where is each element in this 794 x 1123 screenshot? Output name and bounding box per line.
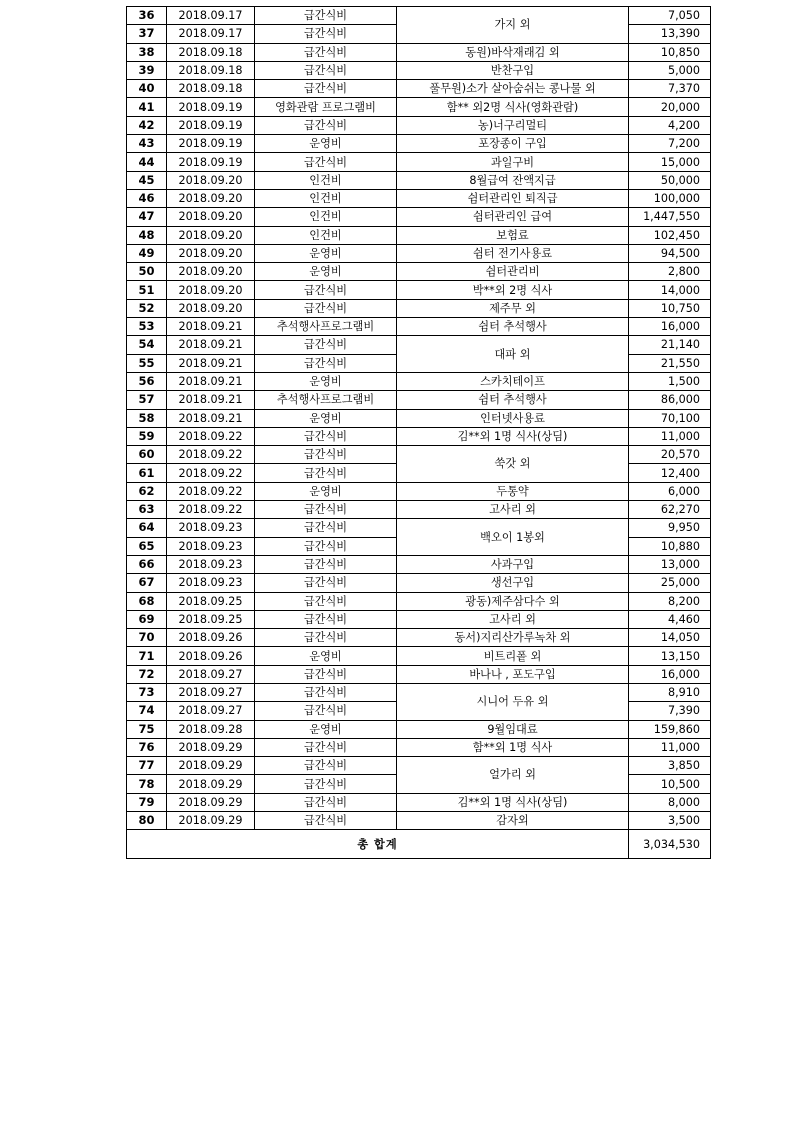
row-description: 보험료 bbox=[397, 226, 629, 244]
table-row bbox=[127, 61, 711, 79]
row-date: 2018.09.20 bbox=[167, 226, 255, 244]
row-category: 급간식비 bbox=[255, 464, 397, 482]
table-row bbox=[127, 720, 711, 738]
row-date: 2018.09.29 bbox=[167, 812, 255, 830]
row-amount: 4,200 bbox=[629, 116, 711, 134]
row-description: 박**외 2명 식사 bbox=[397, 281, 629, 299]
row-amount: 8,910 bbox=[629, 683, 711, 701]
row-number: 57 bbox=[127, 391, 167, 409]
row-category: 급간식비 bbox=[255, 702, 397, 720]
row-category: 운영비 bbox=[255, 263, 397, 281]
row-amount: 8,000 bbox=[629, 793, 711, 811]
row-date: 2018.09.29 bbox=[167, 775, 255, 793]
row-amount: 9,950 bbox=[629, 519, 711, 537]
table-row bbox=[127, 153, 711, 171]
row-category: 급간식비 bbox=[255, 446, 397, 464]
row-amount: 50,000 bbox=[629, 171, 711, 189]
row-description: 바나나 , 포도구입 bbox=[397, 665, 629, 683]
row-amount: 14,050 bbox=[629, 629, 711, 647]
row-category: 급간식비 bbox=[255, 683, 397, 701]
row-date: 2018.09.20 bbox=[167, 281, 255, 299]
row-category: 운영비 bbox=[255, 482, 397, 500]
row-description: 쉼터 전기사용료 bbox=[397, 244, 629, 262]
row-category: 영화관람 프로그램비 bbox=[255, 98, 397, 116]
row-date: 2018.09.26 bbox=[167, 647, 255, 665]
table-row bbox=[127, 116, 711, 134]
row-description: 대파 외 bbox=[397, 336, 629, 373]
row-number: 60 bbox=[127, 446, 167, 464]
row-category: 인건비 bbox=[255, 171, 397, 189]
row-date: 2018.09.25 bbox=[167, 592, 255, 610]
row-number: 54 bbox=[127, 336, 167, 354]
row-category: 운영비 bbox=[255, 720, 397, 738]
row-category: 급간식비 bbox=[255, 427, 397, 445]
total-row bbox=[127, 830, 711, 859]
table-row bbox=[127, 738, 711, 756]
row-description: 시니어 두유 외 bbox=[397, 683, 629, 720]
table-row bbox=[127, 318, 711, 336]
table-row bbox=[127, 647, 711, 665]
row-amount: 86,000 bbox=[629, 391, 711, 409]
row-date: 2018.09.19 bbox=[167, 98, 255, 116]
row-description: 제주무 외 bbox=[397, 299, 629, 317]
row-category: 운영비 bbox=[255, 372, 397, 390]
table-row bbox=[127, 263, 711, 281]
row-date: 2018.09.22 bbox=[167, 501, 255, 519]
row-amount: 70,100 bbox=[629, 409, 711, 427]
row-category: 인건비 bbox=[255, 189, 397, 207]
row-date: 2018.09.25 bbox=[167, 610, 255, 628]
row-date: 2018.09.27 bbox=[167, 702, 255, 720]
row-number: 76 bbox=[127, 738, 167, 756]
row-date: 2018.09.21 bbox=[167, 354, 255, 372]
row-category: 급간식비 bbox=[255, 116, 397, 134]
row-description: 동원)바삭재래김 외 bbox=[397, 43, 629, 61]
row-date: 2018.09.28 bbox=[167, 720, 255, 738]
row-number: 63 bbox=[127, 501, 167, 519]
row-category: 급간식비 bbox=[255, 537, 397, 555]
row-date: 2018.09.19 bbox=[167, 116, 255, 134]
row-amount: 102,450 bbox=[629, 226, 711, 244]
row-category: 급간식비 bbox=[255, 501, 397, 519]
row-description: 쉼터관리인 퇴직급 bbox=[397, 189, 629, 207]
row-date: 2018.09.27 bbox=[167, 665, 255, 683]
row-amount: 7,390 bbox=[629, 702, 711, 720]
row-description: 동서)지리산가루녹차 외 bbox=[397, 629, 629, 647]
row-date: 2018.09.23 bbox=[167, 574, 255, 592]
row-category: 급간식비 bbox=[255, 775, 397, 793]
row-description: 김**외 1명 식사(상딤) bbox=[397, 427, 629, 445]
row-description: 가지 외 bbox=[397, 7, 629, 44]
row-date: 2018.09.21 bbox=[167, 391, 255, 409]
expense-ledger-table bbox=[126, 6, 711, 859]
row-category: 급간식비 bbox=[255, 629, 397, 647]
row-number: 58 bbox=[127, 409, 167, 427]
row-amount: 1,447,550 bbox=[629, 208, 711, 226]
row-amount: 6,000 bbox=[629, 482, 711, 500]
table-row bbox=[127, 135, 711, 153]
row-category: 운영비 bbox=[255, 647, 397, 665]
row-amount: 3,850 bbox=[629, 757, 711, 775]
row-category: 급간식비 bbox=[255, 25, 397, 43]
row-number: 75 bbox=[127, 720, 167, 738]
table-row bbox=[127, 189, 711, 207]
table-row bbox=[127, 226, 711, 244]
table-row bbox=[127, 812, 711, 830]
row-date: 2018.09.23 bbox=[167, 555, 255, 573]
row-date: 2018.09.20 bbox=[167, 208, 255, 226]
row-category: 급간식비 bbox=[255, 80, 397, 98]
row-number: 51 bbox=[127, 281, 167, 299]
row-amount: 159,860 bbox=[629, 720, 711, 738]
row-number: 72 bbox=[127, 665, 167, 683]
row-number: 66 bbox=[127, 555, 167, 573]
row-amount: 7,370 bbox=[629, 80, 711, 98]
row-amount: 3,500 bbox=[629, 812, 711, 830]
table-row bbox=[127, 80, 711, 98]
row-category: 운영비 bbox=[255, 135, 397, 153]
ledger-body bbox=[127, 7, 711, 830]
table-row bbox=[127, 793, 711, 811]
table-row bbox=[127, 683, 711, 701]
row-description: 인터넷사용료 bbox=[397, 409, 629, 427]
row-category: 급간식비 bbox=[255, 281, 397, 299]
row-description: 포장종이 구입 bbox=[397, 135, 629, 153]
row-category: 급간식비 bbox=[255, 665, 397, 683]
row-description: 광동)제주삼다수 외 bbox=[397, 592, 629, 610]
row-date: 2018.09.26 bbox=[167, 629, 255, 647]
row-amount: 94,500 bbox=[629, 244, 711, 262]
row-number: 46 bbox=[127, 189, 167, 207]
table-row bbox=[127, 281, 711, 299]
row-number: 48 bbox=[127, 226, 167, 244]
row-category: 급간식비 bbox=[255, 7, 397, 25]
row-description: 9월임대료 bbox=[397, 720, 629, 738]
row-category: 급간식비 bbox=[255, 812, 397, 830]
row-number: 44 bbox=[127, 153, 167, 171]
row-description: 스카치테이프 bbox=[397, 372, 629, 390]
row-amount: 21,140 bbox=[629, 336, 711, 354]
row-number: 43 bbox=[127, 135, 167, 153]
row-category: 인건비 bbox=[255, 226, 397, 244]
row-amount: 16,000 bbox=[629, 318, 711, 336]
row-date: 2018.09.27 bbox=[167, 683, 255, 701]
row-amount: 25,000 bbox=[629, 574, 711, 592]
row-date: 2018.09.21 bbox=[167, 336, 255, 354]
row-date: 2018.09.29 bbox=[167, 757, 255, 775]
row-category: 급간식비 bbox=[255, 299, 397, 317]
table-row bbox=[127, 574, 711, 592]
row-description: 감자외 bbox=[397, 812, 629, 830]
row-date: 2018.09.20 bbox=[167, 189, 255, 207]
row-description: 농)너구리멀티 bbox=[397, 116, 629, 134]
row-amount: 13,390 bbox=[629, 25, 711, 43]
row-category: 급간식비 bbox=[255, 43, 397, 61]
row-amount: 1,500 bbox=[629, 372, 711, 390]
row-description: 쉼터 추석행사 bbox=[397, 318, 629, 336]
table-row bbox=[127, 299, 711, 317]
row-amount: 14,000 bbox=[629, 281, 711, 299]
row-amount: 10,500 bbox=[629, 775, 711, 793]
table-row bbox=[127, 519, 711, 537]
table-row bbox=[127, 208, 711, 226]
table-row bbox=[127, 372, 711, 390]
row-description: 사과구입 bbox=[397, 555, 629, 573]
row-date: 2018.09.19 bbox=[167, 153, 255, 171]
table-row bbox=[127, 244, 711, 262]
row-description: 쉼터관리인 급여 bbox=[397, 208, 629, 226]
row-date: 2018.09.17 bbox=[167, 7, 255, 25]
row-number: 40 bbox=[127, 80, 167, 98]
row-date: 2018.09.22 bbox=[167, 482, 255, 500]
row-date: 2018.09.22 bbox=[167, 446, 255, 464]
row-number: 53 bbox=[127, 318, 167, 336]
row-category: 급간식비 bbox=[255, 153, 397, 171]
row-amount: 10,850 bbox=[629, 43, 711, 61]
row-category: 추석행사프로그램비 bbox=[255, 391, 397, 409]
row-amount: 13,150 bbox=[629, 647, 711, 665]
row-date: 2018.09.18 bbox=[167, 43, 255, 61]
row-description: 반찬구입 bbox=[397, 61, 629, 79]
row-amount: 20,000 bbox=[629, 98, 711, 116]
row-amount: 11,000 bbox=[629, 738, 711, 756]
table-row bbox=[127, 7, 711, 25]
row-category: 운영비 bbox=[255, 244, 397, 262]
row-number: 56 bbox=[127, 372, 167, 390]
row-description: 고사리 외 bbox=[397, 610, 629, 628]
table-row bbox=[127, 482, 711, 500]
row-category: 추석행사프로그램비 bbox=[255, 318, 397, 336]
row-number: 55 bbox=[127, 354, 167, 372]
row-date: 2018.09.21 bbox=[167, 372, 255, 390]
row-number: 38 bbox=[127, 43, 167, 61]
row-date: 2018.09.21 bbox=[167, 409, 255, 427]
row-description: 비트리퐅 외 bbox=[397, 647, 629, 665]
row-number: 70 bbox=[127, 629, 167, 647]
row-date: 2018.09.29 bbox=[167, 793, 255, 811]
row-number: 71 bbox=[127, 647, 167, 665]
row-description: 쑥갓 외 bbox=[397, 446, 629, 483]
row-date: 2018.09.22 bbox=[167, 464, 255, 482]
row-category: 급간식비 bbox=[255, 610, 397, 628]
row-number: 68 bbox=[127, 592, 167, 610]
row-number: 80 bbox=[127, 812, 167, 830]
row-number: 74 bbox=[127, 702, 167, 720]
row-category: 급간식비 bbox=[255, 592, 397, 610]
table-row bbox=[127, 757, 711, 775]
row-amount: 7,200 bbox=[629, 135, 711, 153]
row-date: 2018.09.29 bbox=[167, 738, 255, 756]
total-amount: 3,034,530 bbox=[629, 830, 711, 859]
total-label: 총 합계 bbox=[127, 830, 629, 859]
row-date: 2018.09.21 bbox=[167, 318, 255, 336]
table-row bbox=[127, 171, 711, 189]
row-number: 50 bbox=[127, 263, 167, 281]
row-date: 2018.09.23 bbox=[167, 519, 255, 537]
row-description: 쉼터 추석행사 bbox=[397, 391, 629, 409]
table-row bbox=[127, 391, 711, 409]
row-number: 79 bbox=[127, 793, 167, 811]
row-amount: 13,000 bbox=[629, 555, 711, 573]
row-category: 급간식비 bbox=[255, 793, 397, 811]
table-row bbox=[127, 43, 711, 61]
row-date: 2018.09.20 bbox=[167, 171, 255, 189]
row-date: 2018.09.20 bbox=[167, 244, 255, 262]
row-amount: 62,270 bbox=[629, 501, 711, 519]
row-date: 2018.09.23 bbox=[167, 537, 255, 555]
row-amount: 20,570 bbox=[629, 446, 711, 464]
row-description: 얼가리 외 bbox=[397, 757, 629, 794]
row-amount: 100,000 bbox=[629, 189, 711, 207]
row-amount: 8,200 bbox=[629, 592, 711, 610]
row-amount: 16,000 bbox=[629, 665, 711, 683]
table-row bbox=[127, 409, 711, 427]
row-description: 김**외 1명 식사(상딤) bbox=[397, 793, 629, 811]
row-date: 2018.09.17 bbox=[167, 25, 255, 43]
table-row bbox=[127, 555, 711, 573]
row-amount: 10,750 bbox=[629, 299, 711, 317]
row-number: 64 bbox=[127, 519, 167, 537]
row-date: 2018.09.18 bbox=[167, 61, 255, 79]
row-amount: 21,550 bbox=[629, 354, 711, 372]
row-number: 78 bbox=[127, 775, 167, 793]
table-row bbox=[127, 665, 711, 683]
row-number: 73 bbox=[127, 683, 167, 701]
row-category: 급간식비 bbox=[255, 336, 397, 354]
row-description: 풀무원)소가 살아숨쉬는 콩나물 외 bbox=[397, 80, 629, 98]
row-category: 급간식비 bbox=[255, 757, 397, 775]
row-number: 45 bbox=[127, 171, 167, 189]
row-description: 함** 외2명 식사(영화관람) bbox=[397, 98, 629, 116]
row-number: 67 bbox=[127, 574, 167, 592]
row-description: 과일구비 bbox=[397, 153, 629, 171]
row-amount: 5,000 bbox=[629, 61, 711, 79]
row-description: 두통약 bbox=[397, 482, 629, 500]
row-date: 2018.09.20 bbox=[167, 263, 255, 281]
row-amount: 12,400 bbox=[629, 464, 711, 482]
row-date: 2018.09.22 bbox=[167, 427, 255, 445]
row-category: 급간식비 bbox=[255, 555, 397, 573]
row-amount: 2,800 bbox=[629, 263, 711, 281]
row-description: 8월급여 잔액지급 bbox=[397, 171, 629, 189]
row-category: 급간식비 bbox=[255, 519, 397, 537]
row-description: 함**외 1명 식사 bbox=[397, 738, 629, 756]
row-description: 생선구입 bbox=[397, 574, 629, 592]
row-number: 41 bbox=[127, 98, 167, 116]
row-date: 2018.09.19 bbox=[167, 135, 255, 153]
row-number: 65 bbox=[127, 537, 167, 555]
row-number: 39 bbox=[127, 61, 167, 79]
row-description: 백오이 1봉외 bbox=[397, 519, 629, 556]
row-date: 2018.09.18 bbox=[167, 80, 255, 98]
row-number: 61 bbox=[127, 464, 167, 482]
row-amount: 15,000 bbox=[629, 153, 711, 171]
table-row bbox=[127, 446, 711, 464]
table-row bbox=[127, 501, 711, 519]
row-category: 급간식비 bbox=[255, 574, 397, 592]
row-number: 62 bbox=[127, 482, 167, 500]
row-amount: 11,000 bbox=[629, 427, 711, 445]
row-category: 급간식비 bbox=[255, 738, 397, 756]
row-category: 운영비 bbox=[255, 409, 397, 427]
table-row bbox=[127, 336, 711, 354]
row-number: 77 bbox=[127, 757, 167, 775]
row-category: 급간식비 bbox=[255, 354, 397, 372]
row-amount: 4,460 bbox=[629, 610, 711, 628]
row-number: 59 bbox=[127, 427, 167, 445]
row-number: 42 bbox=[127, 116, 167, 134]
row-number: 37 bbox=[127, 25, 167, 43]
row-amount: 7,050 bbox=[629, 7, 711, 25]
row-number: 36 bbox=[127, 7, 167, 25]
row-date: 2018.09.20 bbox=[167, 299, 255, 317]
row-amount: 10,880 bbox=[629, 537, 711, 555]
table-row bbox=[127, 427, 711, 445]
row-category: 급간식비 bbox=[255, 61, 397, 79]
row-description: 쉼터관리비 bbox=[397, 263, 629, 281]
table-row bbox=[127, 629, 711, 647]
row-description: 고사리 외 bbox=[397, 501, 629, 519]
table-row bbox=[127, 610, 711, 628]
table-row bbox=[127, 592, 711, 610]
row-number: 49 bbox=[127, 244, 167, 262]
row-number: 52 bbox=[127, 299, 167, 317]
row-number: 69 bbox=[127, 610, 167, 628]
row-number: 47 bbox=[127, 208, 167, 226]
table-row bbox=[127, 98, 711, 116]
row-category: 인건비 bbox=[255, 208, 397, 226]
